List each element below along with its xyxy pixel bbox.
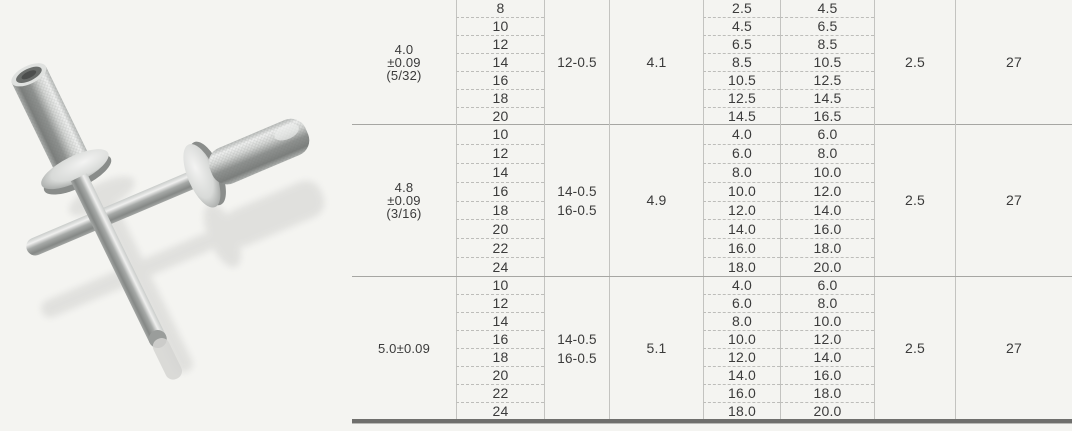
grip-min-cell: 4.5 <box>703 17 780 35</box>
hole-tolerance-line: 14-0.5 <box>557 183 597 199</box>
grip-max-cell: 16.0 <box>780 219 874 238</box>
grip-min-cell: 12.0 <box>703 201 780 220</box>
hole-tolerance-line: 16-0.5 <box>557 202 597 218</box>
length-cell: 24 <box>456 402 544 420</box>
grip-min-cell: 10.5 <box>703 71 780 89</box>
hole-tolerance-cell <box>544 0 609 125</box>
diameter-line: ±0.09 <box>387 55 421 70</box>
grip-max-cell: 10.5 <box>780 53 874 71</box>
diameter-line: 4.8 <box>394 180 414 195</box>
length-cell: 18 <box>456 348 544 366</box>
grip-min-cell: 4.0 <box>703 277 780 294</box>
grip-max-cell: 16.0 <box>780 366 874 384</box>
length-cell: 12 <box>456 35 544 53</box>
grip-max-cell: 8.0 <box>780 144 874 163</box>
length-cell: 16 <box>456 71 544 89</box>
diameter-cell <box>352 277 456 420</box>
length-cell: 14 <box>456 163 544 182</box>
grip-min-cell: 8.5 <box>703 53 780 71</box>
length-cell: 20 <box>456 107 544 125</box>
drill-diameter-cell: 4.1 <box>609 0 703 125</box>
diameter-cell <box>352 0 456 125</box>
grip-max-cell: 12.5 <box>780 71 874 89</box>
grip-min-cell: 14.0 <box>703 219 780 238</box>
grip-max-cell: 6.5 <box>780 17 874 35</box>
length-cell: 16 <box>456 182 544 201</box>
grip-max-cell: 18.0 <box>780 238 874 257</box>
grip-min-cell: 16.0 <box>703 238 780 257</box>
grip-max-cell: 12.0 <box>780 182 874 201</box>
grip-max-cell: 6.0 <box>780 125 874 144</box>
diameter-line: (3/16) <box>386 206 422 221</box>
hole-tolerance-line: 14-0.5 <box>557 331 597 347</box>
hole-tolerance-cell <box>544 125 609 276</box>
length-cell: 10 <box>456 125 544 144</box>
grip-max-cell: 8.0 <box>780 294 874 312</box>
grip-min-cell: 8.0 <box>703 163 780 182</box>
grip-min-cell: 6.0 <box>703 294 780 312</box>
col8-value-cell: 27 <box>955 277 1072 420</box>
table-bottom-border <box>352 419 1072 423</box>
length-cell: 12 <box>456 144 544 163</box>
grip-min-cell: 16.0 <box>703 384 780 402</box>
grip-max-cell: 10.0 <box>780 312 874 330</box>
diameter-line: 4.0 <box>394 42 414 57</box>
hole-tolerance-cell <box>544 277 609 420</box>
col7-value-cell: 2.5 <box>874 125 955 276</box>
length-cell: 16 <box>456 330 544 348</box>
grip-min-cell: 14.0 <box>703 366 780 384</box>
grip-min-cell: 4.0 <box>703 125 780 144</box>
grip-min-cell: 6.0 <box>703 144 780 163</box>
grip-max-cell: 20.0 <box>780 402 874 420</box>
length-cell: 14 <box>456 312 544 330</box>
spec-table <box>352 0 1072 419</box>
length-cell: 20 <box>456 219 544 238</box>
length-cell: 12 <box>456 294 544 312</box>
length-cell: 10 <box>456 277 544 294</box>
length-cell: 10 <box>456 17 544 35</box>
col7-value-cell: 2.5 <box>874 277 955 420</box>
grip-max-cell: 16.5 <box>780 107 874 125</box>
grip-min-cell: 14.5 <box>703 107 780 125</box>
grip-max-cell: 14.0 <box>780 348 874 366</box>
table-section <box>352 124 1072 276</box>
hole-tolerance-line: 16-0.5 <box>557 350 597 366</box>
col7-value-cell: 2.5 <box>874 0 955 125</box>
grip-min-cell: 6.5 <box>703 35 780 53</box>
drill-diameter-cell: 4.9 <box>609 125 703 276</box>
grip-max-cell: 18.0 <box>780 384 874 402</box>
grip-min-cell: 18.0 <box>703 257 780 276</box>
rivet-shadow <box>29 162 335 387</box>
rivet-photo <box>0 0 352 426</box>
grip-max-cell: 12.0 <box>780 330 874 348</box>
grip-min-cell: 12.5 <box>703 89 780 107</box>
drill-diameter-cell: 5.1 <box>609 277 703 420</box>
grip-max-cell: 20.0 <box>780 257 874 276</box>
table-section <box>352 0 1072 124</box>
diameter-line: 5.0±0.09 <box>377 341 431 356</box>
blind-rivets-crossed-photo-icon <box>0 0 352 426</box>
col8-value-cell: 27 <box>955 0 1072 125</box>
col8-value-cell: 27 <box>955 125 1072 276</box>
length-cell: 22 <box>456 384 544 402</box>
grip-max-cell: 14.5 <box>780 89 874 107</box>
grip-max-cell: 6.0 <box>780 277 874 294</box>
grip-max-cell: 4.5 <box>780 0 874 17</box>
table-section <box>352 276 1072 419</box>
grip-min-cell: 18.0 <box>703 402 780 420</box>
diameter-line: (5/32) <box>386 68 422 83</box>
grip-min-cell: 8.0 <box>703 312 780 330</box>
length-cell: 22 <box>456 238 544 257</box>
grip-min-cell: 2.5 <box>703 0 780 17</box>
grip-max-cell: 14.0 <box>780 201 874 220</box>
grip-min-cell: 10.0 <box>703 182 780 201</box>
length-cell: 8 <box>456 0 544 17</box>
length-cell: 20 <box>456 366 544 384</box>
grip-max-cell: 8.5 <box>780 35 874 53</box>
length-cell: 14 <box>456 53 544 71</box>
diameter-cell <box>352 125 456 276</box>
length-cell: 24 <box>456 257 544 276</box>
length-cell: 18 <box>456 201 544 220</box>
grip-min-cell: 10.0 <box>703 330 780 348</box>
grip-max-cell: 10.0 <box>780 163 874 182</box>
diameter-line: ±0.09 <box>387 193 421 208</box>
hole-tolerance-line: 12-0.5 <box>557 55 597 70</box>
grip-min-cell: 12.0 <box>703 348 780 366</box>
length-cell: 18 <box>456 89 544 107</box>
